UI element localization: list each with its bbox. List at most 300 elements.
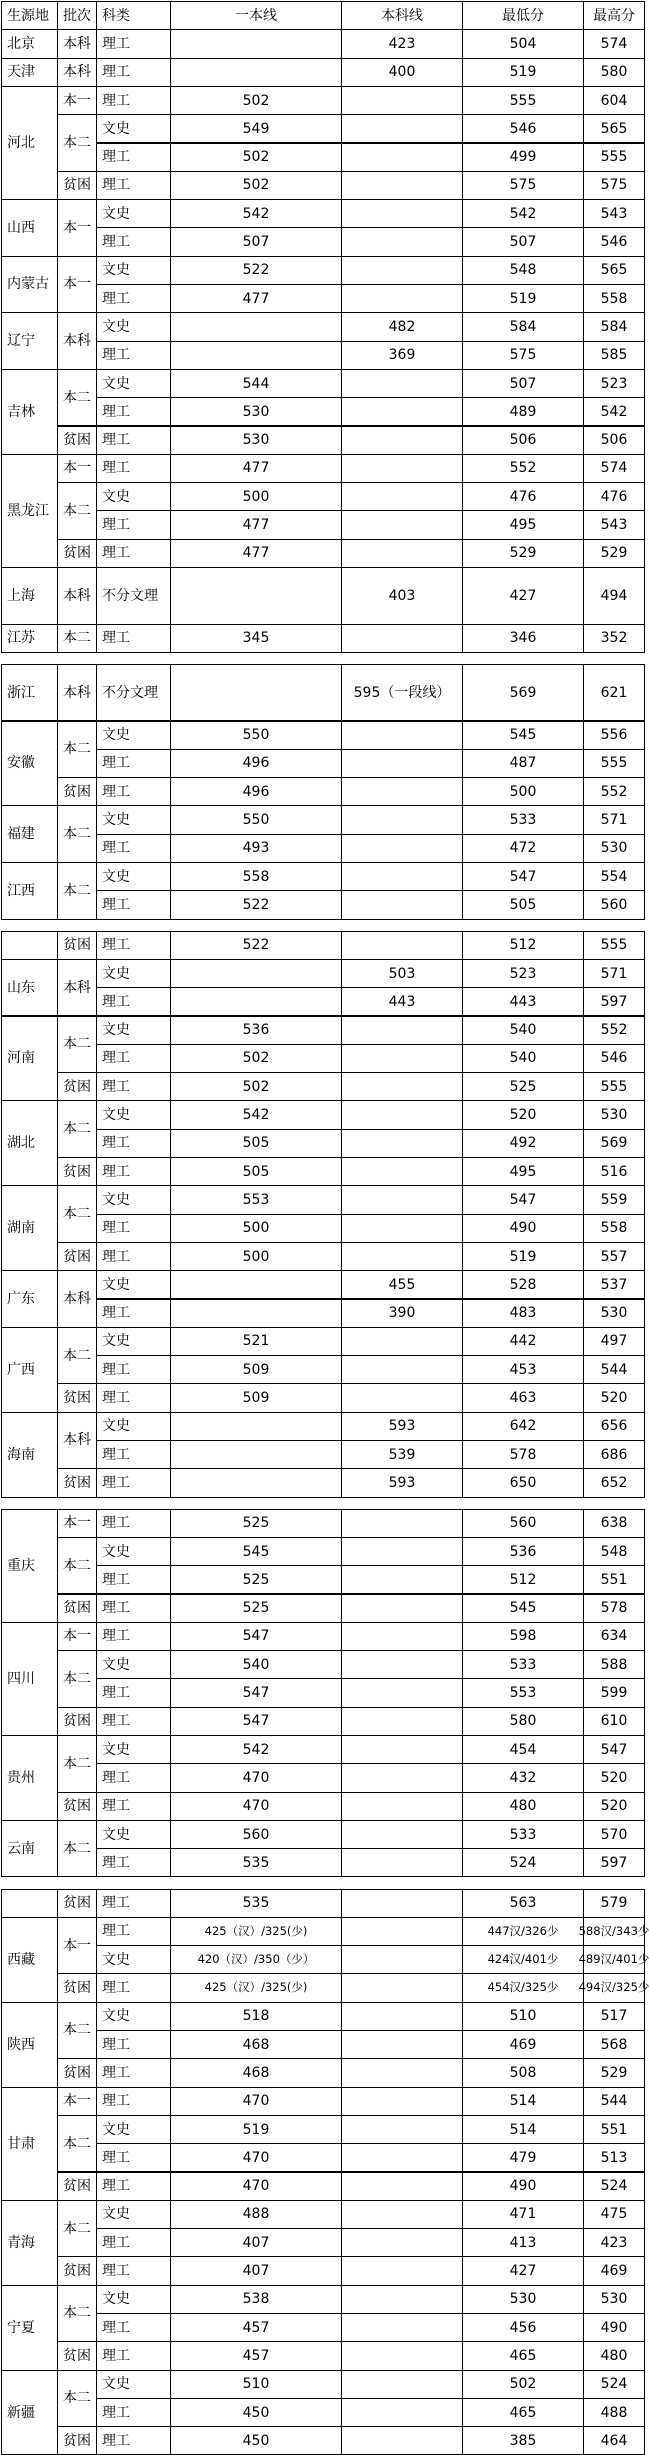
cell-batch: 贫困 xyxy=(57,2341,97,2370)
cell-first-tier-line: 500 xyxy=(170,1214,342,1243)
cell-first-tier-line: 488 xyxy=(170,2200,342,2229)
cell-first-tier-line: 502 xyxy=(170,1072,342,1101)
cell-max-score: 529 xyxy=(583,539,645,568)
cell-undergrad-line xyxy=(341,171,463,200)
cell-max-score: 686 xyxy=(583,1440,645,1469)
cell-min-score: 487 xyxy=(462,749,584,778)
header-min-score: 最低分 xyxy=(462,1,584,30)
cell-category: 理工 xyxy=(96,1242,171,1271)
cell-first-tier-line xyxy=(170,29,342,58)
cell-undergrad-line: 482 xyxy=(341,312,463,341)
cell-batch: 本二 xyxy=(57,369,97,427)
cell-undergrad-line xyxy=(341,1889,463,1918)
cell-category: 文史 xyxy=(96,482,171,511)
cell-category: 文史 xyxy=(96,369,171,398)
cell-undergrad-line: 400 xyxy=(341,58,463,87)
cell-first-tier-line: 500 xyxy=(170,482,342,511)
cell-batch: 贫困 xyxy=(57,1072,97,1101)
cell-category: 理工 xyxy=(96,1509,171,1538)
cell-category: 理工 xyxy=(96,1044,171,1073)
cell-origin: 山东 xyxy=(1,959,58,1017)
cell-category: 理工 xyxy=(96,2087,171,2116)
cell-first-tier-line: 502 xyxy=(170,171,342,200)
cell-undergrad-line xyxy=(341,1185,463,1214)
cell-max-score: 520 xyxy=(583,1383,645,1412)
cell-category: 理工 xyxy=(96,624,171,653)
cell-max-score: 656 xyxy=(583,1412,645,1441)
cell-min-score: 385 xyxy=(462,2426,584,2455)
cell-max-score: 552 xyxy=(583,777,645,806)
cell-max-score: 423 xyxy=(583,2228,645,2257)
cell-min-score: 529 xyxy=(462,539,584,568)
cell-origin: 湖北 xyxy=(1,1100,58,1186)
cell-min-score: 469 xyxy=(462,2030,584,2059)
cell-origin xyxy=(1,931,58,960)
cell-undergrad-line xyxy=(341,624,463,653)
cell-max-score: 543 xyxy=(583,199,645,228)
cell-category: 理工 xyxy=(96,1848,171,1877)
cell-first-tier-line: 547 xyxy=(170,1707,342,1736)
cell-max-score: 571 xyxy=(583,805,645,834)
cell-undergrad-line xyxy=(341,426,463,455)
cell-min-score: 533 xyxy=(462,805,584,834)
cell-category: 理工 xyxy=(96,29,171,58)
cell-first-tier-line: 477 xyxy=(170,454,342,483)
cell-first-tier-line: 425（汉）/325(少) xyxy=(170,1973,342,2002)
cell-min-score: 465 xyxy=(462,2341,584,2370)
cell-undergrad-line xyxy=(341,510,463,539)
cell-first-tier-line xyxy=(170,1299,342,1328)
cell-max-score: 560 xyxy=(583,890,645,919)
cell-max-score: 634 xyxy=(583,1622,645,1651)
cell-first-tier-line: 505 xyxy=(170,1129,342,1158)
cell-origin: 河南 xyxy=(1,1016,58,1102)
cell-category: 理工 xyxy=(96,1072,171,1101)
cell-undergrad-line xyxy=(341,862,463,891)
cell-undergrad-line xyxy=(341,749,463,778)
cell-undergrad-line xyxy=(341,1100,463,1129)
cell-max-score: 579 xyxy=(583,1889,645,1918)
cell-batch: 贫困 xyxy=(57,2172,97,2201)
cell-max-score: 523 xyxy=(583,369,645,398)
cell-max-score: 544 xyxy=(583,2087,645,2116)
cell-category: 理工 xyxy=(96,1129,171,1158)
cell-min-score: 540 xyxy=(462,1044,584,1073)
cell-batch: 贫困 xyxy=(57,2426,97,2455)
cell-undergrad-line xyxy=(341,834,463,863)
cell-first-tier-line xyxy=(170,58,342,87)
cell-batch: 本二 xyxy=(57,1100,97,1158)
cell-category: 理工 xyxy=(96,539,171,568)
cell-batch: 本二 xyxy=(57,862,97,920)
cell-origin: 天津 xyxy=(1,58,58,87)
cell-max-score: 530 xyxy=(583,1100,645,1129)
cell-first-tier-line: 525 xyxy=(170,1509,342,1538)
cell-batch: 本一 xyxy=(57,1917,97,1975)
cell-category: 理工 xyxy=(96,426,171,455)
cell-category: 理工 xyxy=(96,2256,171,2285)
cell-first-tier-line: 521 xyxy=(170,1327,342,1356)
cell-category: 理工 xyxy=(96,1707,171,1736)
cell-batch: 本二 xyxy=(57,114,97,172)
header-category: 科类 xyxy=(96,1,171,30)
cell-undergrad-line: 369 xyxy=(341,341,463,370)
cell-min-score: 507 xyxy=(462,369,584,398)
cell-min-score: 471 xyxy=(462,2200,584,2229)
cell-first-tier-line: 496 xyxy=(170,749,342,778)
cell-category: 文史 xyxy=(96,2200,171,2229)
cell-batch: 本二 xyxy=(57,1650,97,1708)
cell-category: 理工 xyxy=(96,2172,171,2201)
cell-origin: 广东 xyxy=(1,1270,58,1328)
cell-category: 理工 xyxy=(96,1468,171,1497)
cell-category: 理工 xyxy=(96,1565,171,1594)
cell-max-score: 516 xyxy=(583,1157,645,1186)
cell-max-score: 555 xyxy=(583,931,645,960)
cell-max-score: 551 xyxy=(583,2115,645,2144)
cell-category: 理工 xyxy=(96,58,171,87)
cell-undergrad-line xyxy=(341,2313,463,2342)
cell-origin: 黑龙江 xyxy=(1,454,58,568)
cell-origin: 宁夏 xyxy=(1,2285,58,2371)
cell-max-score: 597 xyxy=(583,1848,645,1877)
cell-max-score: 610 xyxy=(583,1707,645,1736)
cell-first-tier-line: 550 xyxy=(170,721,342,750)
cell-min-score: 447汉/326少 xyxy=(462,1917,584,1946)
cell-undergrad-line: 443 xyxy=(341,987,463,1016)
cell-min-score: 575 xyxy=(462,341,584,370)
cell-undergrad-line xyxy=(341,1214,463,1243)
cell-first-tier-line xyxy=(170,341,342,370)
cell-category: 理工 xyxy=(96,1973,171,2002)
cell-category: 理工 xyxy=(96,1440,171,1469)
cell-min-score: 553 xyxy=(462,1678,584,1707)
cell-undergrad-line xyxy=(341,2370,463,2399)
cell-undergrad-line xyxy=(341,1327,463,1356)
cell-undergrad-line xyxy=(341,539,463,568)
cell-category: 理工 xyxy=(96,454,171,483)
cell-min-score: 533 xyxy=(462,1650,584,1679)
cell-min-score: 514 xyxy=(462,2087,584,2116)
header-first-tier-line: 一本线 xyxy=(170,1,342,30)
cell-category: 理工 xyxy=(96,777,171,806)
cell-batch: 本二 xyxy=(57,1327,97,1385)
cell-batch: 本一 xyxy=(57,199,97,257)
cell-first-tier-line: 470 xyxy=(170,2172,342,2201)
cell-min-score: 490 xyxy=(462,1214,584,1243)
cell-max-score: 544 xyxy=(583,1355,645,1384)
cell-max-score: 506 xyxy=(583,426,645,455)
cell-origin: 海南 xyxy=(1,1412,58,1498)
cell-category: 理工 xyxy=(96,931,171,960)
cell-batch: 本二 xyxy=(57,1735,97,1793)
cell-min-score: 536 xyxy=(462,1537,584,1566)
cell-min-score: 512 xyxy=(462,1565,584,1594)
cell-category: 理工 xyxy=(96,86,171,115)
cell-first-tier-line: 477 xyxy=(170,284,342,313)
cell-undergrad-line xyxy=(341,721,463,750)
cell-first-tier-line: 542 xyxy=(170,199,342,228)
cell-first-tier-line xyxy=(170,1468,342,1497)
cell-undergrad-line: 503 xyxy=(341,959,463,988)
cell-undergrad-line: 593 xyxy=(341,1412,463,1441)
cell-batch: 本一 xyxy=(57,86,97,115)
cell-undergrad-line xyxy=(341,482,463,511)
cell-origin: 浙江 xyxy=(1,664,58,722)
cell-undergrad-line xyxy=(341,1707,463,1736)
cell-origin: 河北 xyxy=(1,86,58,200)
cell-min-score: 650 xyxy=(462,1468,584,1497)
cell-max-score: 494 xyxy=(583,567,645,625)
cell-undergrad-line xyxy=(341,369,463,398)
cell-min-score: 584 xyxy=(462,312,584,341)
cell-min-score: 580 xyxy=(462,1707,584,1736)
cell-category: 理工 xyxy=(96,1622,171,1651)
cell-min-score: 533 xyxy=(462,1820,584,1849)
cell-first-tier-line: 470 xyxy=(170,2087,342,2116)
cell-max-score: 547 xyxy=(583,1735,645,1764)
cell-max-score: 556 xyxy=(583,721,645,750)
cell-min-score: 443 xyxy=(462,987,584,1016)
cell-undergrad-line: 593 xyxy=(341,1468,463,1497)
cell-undergrad-line xyxy=(341,1129,463,1158)
cell-min-score: 463 xyxy=(462,1383,584,1412)
cell-batch: 本二 xyxy=(57,1016,97,1074)
cell-max-score: 537 xyxy=(583,1270,645,1299)
cell-category: 理工 xyxy=(96,2398,171,2427)
cell-first-tier-line: 545 xyxy=(170,1537,342,1566)
cell-max-score: 597 xyxy=(583,987,645,1016)
cell-first-tier-line: 502 xyxy=(170,1044,342,1073)
cell-min-score: 424汉/401少 xyxy=(462,1945,584,1974)
cell-min-score: 514 xyxy=(462,2115,584,2144)
cell-category: 理工 xyxy=(96,227,171,256)
cell-first-tier-line: 468 xyxy=(170,2030,342,2059)
cell-category: 文史 xyxy=(96,2285,171,2314)
cell-category: 理工 xyxy=(96,1214,171,1243)
cell-undergrad-line xyxy=(341,227,463,256)
cell-category: 文史 xyxy=(96,2002,171,2031)
cell-min-score: 472 xyxy=(462,834,584,863)
cell-min-score: 413 xyxy=(462,2228,584,2257)
cell-undergrad-line: 595（一段线） xyxy=(341,664,463,722)
cell-first-tier-line: 407 xyxy=(170,2228,342,2257)
cell-category: 理工 xyxy=(96,1889,171,1918)
cell-max-score: 554 xyxy=(583,862,645,891)
cell-first-tier-line: 477 xyxy=(170,539,342,568)
cell-undergrad-line xyxy=(341,1044,463,1073)
cell-first-tier-line: 450 xyxy=(170,2426,342,2455)
cell-first-tier-line: 522 xyxy=(170,256,342,285)
header-origin: 生源地 xyxy=(1,1,58,30)
cell-first-tier-line: 505 xyxy=(170,1157,342,1186)
cell-max-score: 497 xyxy=(583,1327,645,1356)
cell-max-score: 480 xyxy=(583,2341,645,2370)
cell-min-score: 346 xyxy=(462,624,584,653)
cell-first-tier-line: 519 xyxy=(170,2115,342,2144)
cell-category: 理工 xyxy=(96,1157,171,1186)
cell-undergrad-line xyxy=(341,1650,463,1679)
cell-first-tier-line: 470 xyxy=(170,1792,342,1821)
cell-undergrad-line xyxy=(341,397,463,426)
cell-min-score: 454 xyxy=(462,1735,584,1764)
cell-max-score: 599 xyxy=(583,1678,645,1707)
cell-origin: 广西 xyxy=(1,1327,58,1413)
cell-min-score: 542 xyxy=(462,199,584,228)
cell-min-score: 524 xyxy=(462,1848,584,1877)
cell-undergrad-line xyxy=(341,2228,463,2257)
cell-min-score: 499 xyxy=(462,143,584,172)
cell-batch: 本一 xyxy=(57,1622,97,1651)
cell-max-score: 489汉/401少 xyxy=(583,1945,645,1974)
cell-undergrad-line xyxy=(341,2087,463,2116)
cell-undergrad-line xyxy=(341,1072,463,1101)
cell-first-tier-line xyxy=(170,959,342,988)
cell-undergrad-line xyxy=(341,1735,463,1764)
cell-first-tier-line: 522 xyxy=(170,931,342,960)
cell-category: 不分文理 xyxy=(96,567,171,625)
cell-category: 文史 xyxy=(96,959,171,988)
cell-first-tier-line: 425（汉）/325(少) xyxy=(170,1917,342,1946)
cell-origin: 吉林 xyxy=(1,369,58,455)
cell-batch: 本一 xyxy=(57,454,97,483)
cell-category: 理工 xyxy=(96,2030,171,2059)
cell-undergrad-line xyxy=(341,931,463,960)
cell-batch: 本科 xyxy=(57,58,97,87)
cell-min-score: 479 xyxy=(462,2143,584,2172)
cell-min-score: 483 xyxy=(462,1299,584,1328)
cell-min-score: 569 xyxy=(462,664,584,722)
cell-min-score: 507 xyxy=(462,227,584,256)
cell-first-tier-line: 542 xyxy=(170,1100,342,1129)
cell-batch: 本二 xyxy=(57,805,97,863)
cell-origin: 北京 xyxy=(1,29,58,58)
cell-category: 理工 xyxy=(96,2058,171,2087)
cell-undergrad-line xyxy=(341,2426,463,2455)
cell-category: 理工 xyxy=(96,890,171,919)
cell-first-tier-line: 509 xyxy=(170,1355,342,1384)
cell-min-score: 546 xyxy=(462,114,584,143)
cell-max-score: 476 xyxy=(583,482,645,511)
cell-category: 理工 xyxy=(96,1355,171,1384)
cell-first-tier-line: 553 xyxy=(170,1185,342,1214)
cell-first-tier-line: 544 xyxy=(170,369,342,398)
cell-undergrad-line: 403 xyxy=(341,567,463,625)
cell-undergrad-line xyxy=(341,1792,463,1821)
cell-undergrad-line xyxy=(341,1917,463,1946)
cell-max-score: 530 xyxy=(583,1299,645,1328)
cell-max-score: 555 xyxy=(583,749,645,778)
cell-origin: 西藏 xyxy=(1,1917,58,2003)
cell-category: 理工 xyxy=(96,1299,171,1328)
cell-category: 不分文理 xyxy=(96,664,171,722)
cell-min-score: 492 xyxy=(462,1129,584,1158)
cell-category: 文史 xyxy=(96,721,171,750)
cell-undergrad-line xyxy=(341,1763,463,1792)
cell-min-score: 504 xyxy=(462,29,584,58)
cell-origin: 内蒙古 xyxy=(1,256,58,314)
cell-batch: 本科 xyxy=(57,312,97,370)
cell-origin: 甘肃 xyxy=(1,2087,58,2201)
cell-origin: 云南 xyxy=(1,1820,58,1878)
cell-max-score: 558 xyxy=(583,1214,645,1243)
cell-first-tier-line: 493 xyxy=(170,834,342,863)
cell-max-score: 475 xyxy=(583,2200,645,2229)
cell-max-score: 530 xyxy=(583,834,645,863)
cell-max-score: 559 xyxy=(583,1185,645,1214)
cell-min-score: 525 xyxy=(462,1072,584,1101)
cell-first-tier-line: 470 xyxy=(170,2143,342,2172)
cell-category: 文史 xyxy=(96,1820,171,1849)
cell-origin: 贵州 xyxy=(1,1735,58,1821)
cell-category: 理工 xyxy=(96,510,171,539)
cell-undergrad-line xyxy=(341,2143,463,2172)
cell-max-score: 548 xyxy=(583,1537,645,1566)
cell-first-tier-line: 558 xyxy=(170,862,342,891)
cell-undergrad-line xyxy=(341,2398,463,2427)
cell-max-score: 520 xyxy=(583,1792,645,1821)
cell-category: 理工 xyxy=(96,171,171,200)
cell-min-score: 519 xyxy=(462,58,584,87)
cell-first-tier-line: 502 xyxy=(170,143,342,172)
cell-first-tier-line: 522 xyxy=(170,890,342,919)
cell-max-score: 530 xyxy=(583,2285,645,2314)
cell-undergrad-line xyxy=(341,256,463,285)
cell-min-score: 548 xyxy=(462,256,584,285)
cell-first-tier-line: 509 xyxy=(170,1383,342,1412)
cell-undergrad-line xyxy=(341,2256,463,2285)
cell-max-score: 529 xyxy=(583,2058,645,2087)
cell-min-score: 547 xyxy=(462,1185,584,1214)
cell-category: 文史 xyxy=(96,114,171,143)
cell-max-score: 546 xyxy=(583,227,645,256)
header-max-score: 最高分 xyxy=(583,1,645,30)
cell-category: 理工 xyxy=(96,1678,171,1707)
cell-min-score: 489 xyxy=(462,397,584,426)
cell-category: 理工 xyxy=(96,1594,171,1623)
cell-max-score: 490 xyxy=(583,2313,645,2342)
cell-category: 文史 xyxy=(96,1270,171,1299)
cell-first-tier-line: 525 xyxy=(170,1565,342,1594)
cell-category: 理工 xyxy=(96,2313,171,2342)
cell-max-score: 568 xyxy=(583,2030,645,2059)
cell-min-score: 500 xyxy=(462,777,584,806)
cell-undergrad-line xyxy=(341,2285,463,2314)
cell-batch: 本一 xyxy=(57,1509,97,1538)
cell-origin: 安徽 xyxy=(1,721,58,807)
cell-max-score: 588汉/343少 xyxy=(583,1917,645,1946)
cell-max-score: 520 xyxy=(583,1763,645,1792)
cell-batch: 本科 xyxy=(57,1270,97,1328)
cell-batch: 贫困 xyxy=(57,1792,97,1821)
cell-batch: 贫困 xyxy=(57,1383,97,1412)
cell-min-score: 427 xyxy=(462,567,584,625)
cell-first-tier-line: 345 xyxy=(170,624,342,653)
cell-undergrad-line xyxy=(341,143,463,172)
cell-min-score: 456 xyxy=(462,2313,584,2342)
cell-undergrad-line xyxy=(341,1509,463,1538)
cell-category: 理工 xyxy=(96,397,171,426)
cell-min-score: 563 xyxy=(462,1889,584,1918)
cell-category: 文史 xyxy=(96,1945,171,1974)
cell-category: 文史 xyxy=(96,1016,171,1045)
cell-max-score: 469 xyxy=(583,2256,645,2285)
cell-min-score: 510 xyxy=(462,2002,584,2031)
cell-min-score: 530 xyxy=(462,2285,584,2314)
cell-first-tier-line: 525 xyxy=(170,1594,342,1623)
cell-category: 理工 xyxy=(96,284,171,313)
header-batch: 批次 xyxy=(57,1,97,30)
